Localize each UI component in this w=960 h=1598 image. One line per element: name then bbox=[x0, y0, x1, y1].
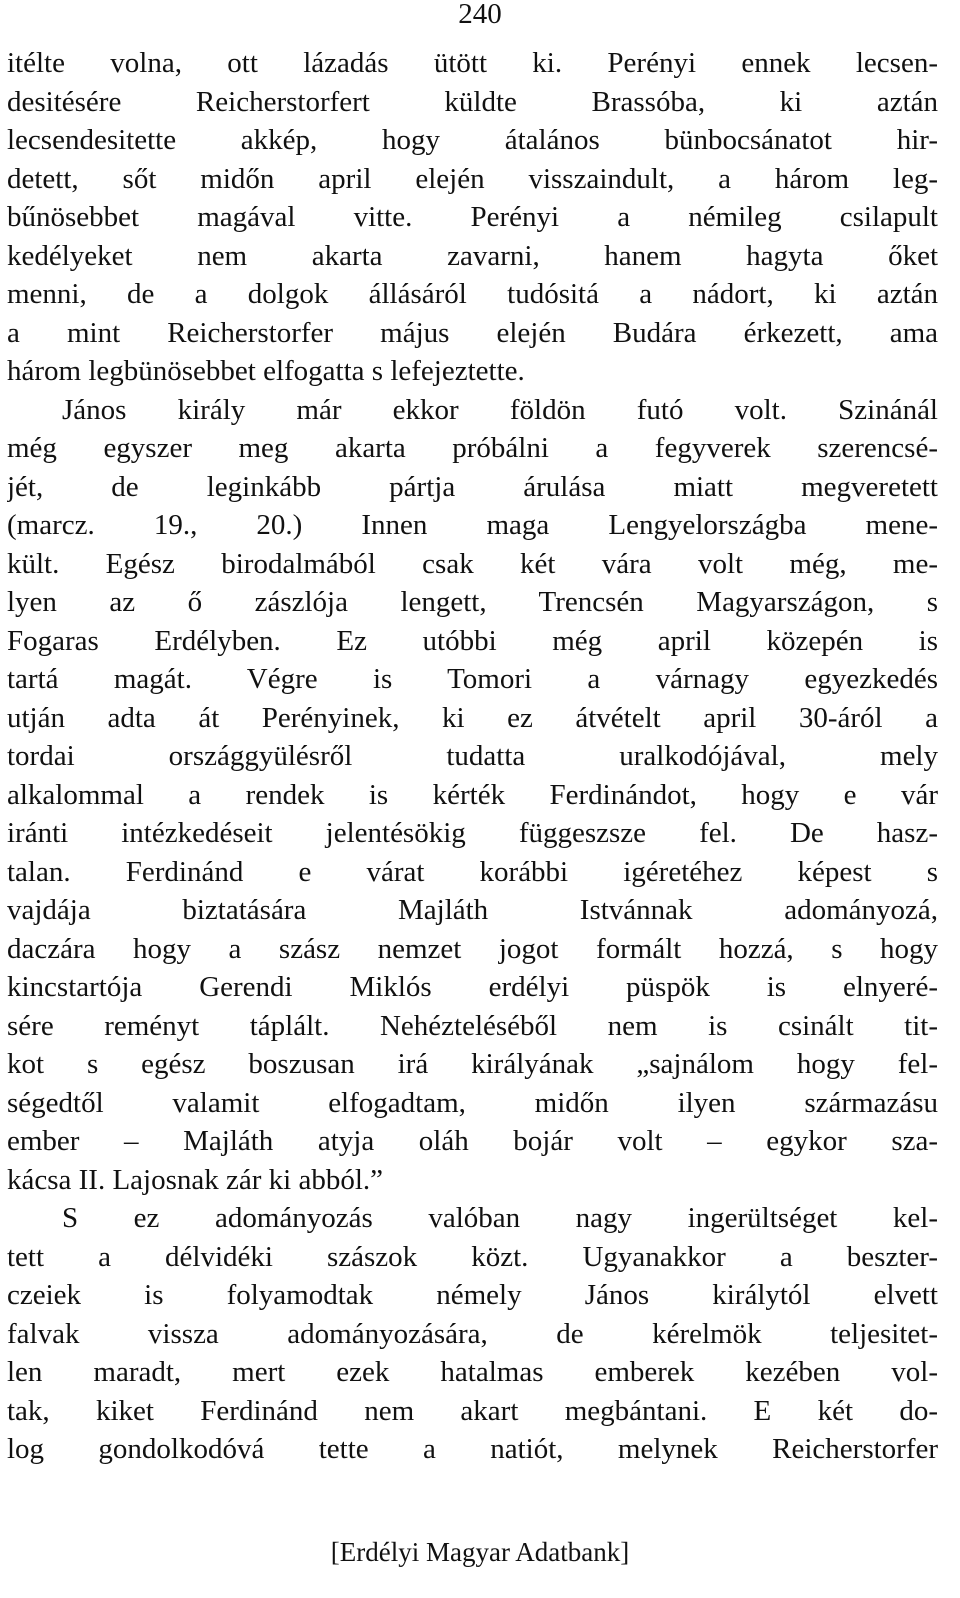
text-line: daczára hogy a szász nemzet jogot formált hozzá, s hogy bbox=[7, 932, 938, 965]
text-line: utján adta át Perényinek, ki ez átvételt april 30-áról a bbox=[7, 701, 938, 734]
text-line: itélte volna, ott lázadás ütött ki. Perényi ennek lecsen- bbox=[7, 47, 938, 79]
page-number: 240 bbox=[458, 0, 502, 30]
text-line: jét, de leginkább pártja árulása miatt megveretett bbox=[7, 470, 938, 503]
text-line: lecsendesitette akkép, hogy átalános bünbocsánatot hir- bbox=[7, 124, 938, 156]
text-line: len maradt, mert ezek hatalmas emberek kezében vol- bbox=[7, 1356, 938, 1388]
text-line: tett a délvidéki szászok közt. Ugyanakkor a beszter- bbox=[7, 1240, 938, 1273]
text-line: Fogaras Erdélyben. Ez utóbbi még april közepén is bbox=[7, 624, 938, 657]
text-line: kült. Egész birodalmából csak két vára volt még, me- bbox=[7, 547, 938, 580]
text-line: kedélyeket nem akarta zavarni, hanem hagyta őket bbox=[7, 239, 938, 272]
text-line: ember – Majláth atyja oláh bojár volt – egykor sza- bbox=[7, 1125, 938, 1157]
body-text bbox=[7, 44, 938, 1469]
footer-source: [Erdélyi Magyar Adatbank] bbox=[330, 1537, 630, 1567]
text-line: lyen az ő zászlója lengett, Trencsén Magyarszágon, s bbox=[7, 586, 938, 618]
text-line: tordai országgyülésről tudatta uralkodójával, mely bbox=[7, 740, 938, 772]
text-line: vajdája biztatására Majláth Istvánnak adományozá, bbox=[7, 894, 938, 926]
text-line: ségedtől valamit elfogadtam, midőn ilyen származásu bbox=[7, 1086, 938, 1119]
text-line: tartá magát. Végre is Tomori a várnagy egyezkedés bbox=[7, 663, 938, 695]
text-line: a mint Reicherstorfer május elején Budára érkezett, ama bbox=[7, 316, 938, 349]
text-line: S ez adományozás valóban nagy ingerültséget kel- bbox=[62, 1202, 938, 1234]
text-line: czeiek is folyamodtak némely János királytól elvett bbox=[7, 1279, 938, 1311]
text-line: alkalommal a rendek is kérték Ferdinándot, hogy e vár bbox=[7, 778, 938, 811]
text-line: detett, sőt midőn april elején visszaindult, a három leg- bbox=[7, 162, 938, 195]
text-line: (marcz. 19., 20.) Innen maga Lengyelországba mene- bbox=[7, 509, 938, 541]
text-line: három legbünösebbet elfogatta s lefejeztette. bbox=[7, 355, 525, 387]
text-line: bűnösebbet magával vitte. Perényi a némileg csilapult bbox=[7, 201, 938, 233]
text-line: falvak vissza adományozására, de kérelmök teljesitet- bbox=[7, 1317, 938, 1350]
text-line: még egyszer meg akarta próbálni a fegyverek szerencsé- bbox=[7, 432, 938, 464]
text-line: János király már ekkor földön futó volt. Szinánál bbox=[62, 393, 938, 426]
text-line: kot s egész boszusan irá királyának „sajnálom hogy fel- bbox=[7, 1048, 938, 1080]
text-line: tak, kiket Ferdinánd nem akart megbántani. E két do- bbox=[7, 1394, 938, 1427]
text-line: kácsa II. Lajosnak zár ki abból.” bbox=[7, 1163, 384, 1196]
text-line: sére reményt táplált. Nehézteléséből nem is csinált tit- bbox=[7, 1009, 938, 1042]
text-line: menni, de a dolgok állásáról tudósitá a nádort, ki aztán bbox=[7, 278, 938, 310]
text-line: kincstartója Gerendi Miklós erdélyi püspök is elnyeré- bbox=[7, 971, 938, 1003]
text-line: iránti intézkedéseit jelentésökig függeszsze fel. De hasz- bbox=[7, 817, 938, 849]
text-line: talan. Ferdinánd e várat korábbi igéretéhez képest s bbox=[7, 855, 938, 888]
text-line: log gondolkodóvá tette a natiót, melynek Reicherstorfer bbox=[7, 1433, 938, 1465]
text-line: desitésére Reicherstorfert küldte Brassóba, ki aztán bbox=[7, 85, 938, 118]
